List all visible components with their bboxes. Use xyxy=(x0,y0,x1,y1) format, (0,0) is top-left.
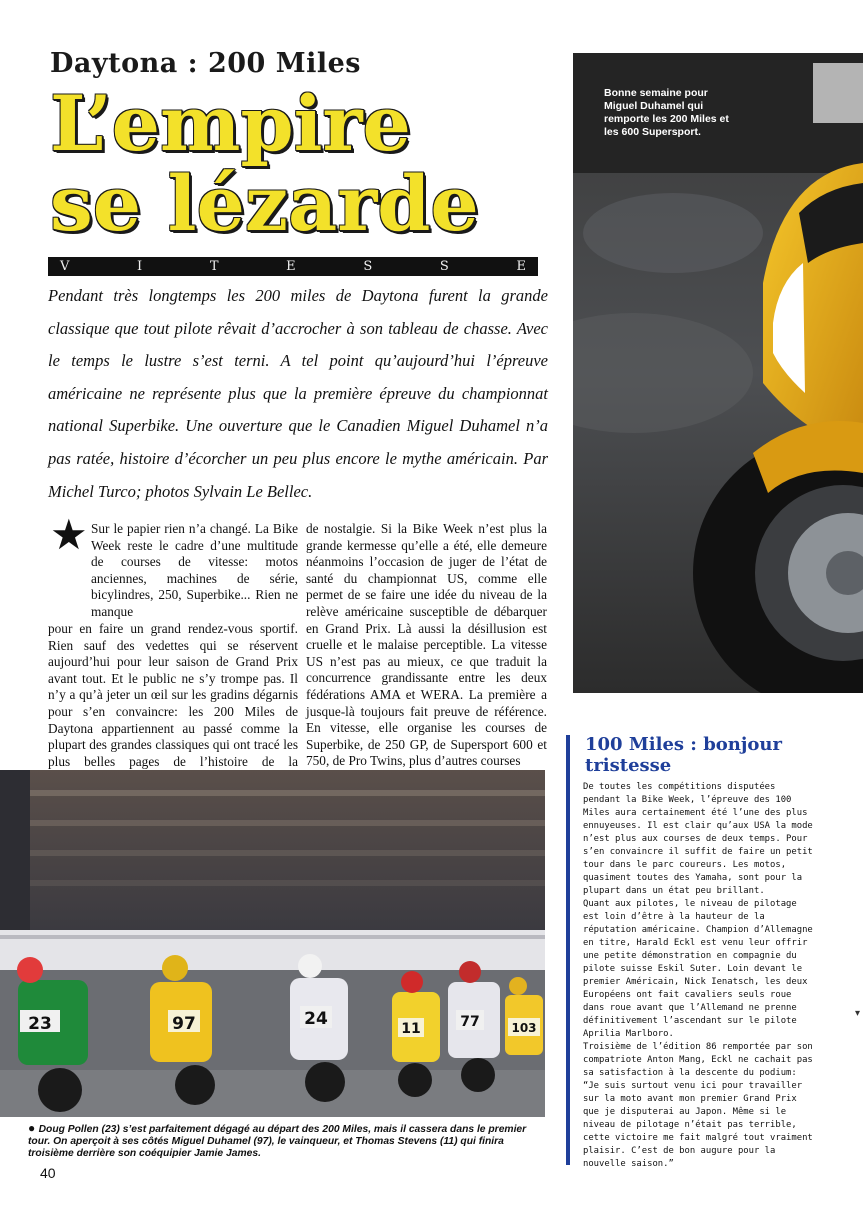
bike-number-103: 103 xyxy=(511,1021,537,1035)
article-kicker: Daytona : 200 Miles xyxy=(50,48,362,79)
bike-number-11: 11 xyxy=(401,1021,421,1037)
page-edge-mark: ▾ xyxy=(855,1008,861,1019)
sidebar-accent-bar xyxy=(566,735,570,1165)
sidebar-paragraph: De toutes les compétitions disputées pendant la Bike Week, l’épreuve des 100 Miles aura certainement été l’une des plus ennuyeuses. Il est clair qu’aux USA la mode n’est plus aux courses de deux temps. Pour s’en convaincre il suffit de faire un petit tour dans le parc coureurs. Les motos, quasiment toutes des Yamaha, sont pour la plupart dans un état peu brillant. xyxy=(583,782,813,896)
article-title-line-2: se lézarde xyxy=(50,159,479,248)
race-photo-caption xyxy=(28,1122,543,1160)
star-icon: ★ xyxy=(50,510,88,559)
page-number: 40 xyxy=(40,1165,56,1181)
article-column-1-rest: pour en faire un grand rendez-vous sportif. Rien sauf des vedettes qui se réservent aujourd’hui pour leur saison de Grand Prix avant tout. Et le public ne s’y trompe pas. Il n’y a qu’à jeter un œil sur les gradins dégarnis pour s’en convaincre: les 200 Miles de Daytona appartiennent au passé comme la plupart des grandes classiques qui ont tracé les plus belles pages de l’histoire de la xyxy=(48,621,298,769)
rubric-letter: S xyxy=(363,259,373,274)
sidebar-paragraph: Quant aux pilotes, le niveau de pilotage est loin d’être à la hauteur de la réputation américaine. Champion d’Allemagne en titre, Harald Eckl est venu leur offrir une petite démonstration en compagnie du pilote suisse Eskil Suter. Loin devant le premier Américain, Nick Ienatsch, les deux Européens ont fait cavaliers seuls roue dans roue avant que l’Allemand ne prenne définitivement l’ascendant sur le pilote Aprilia Marlboro. xyxy=(583,899,813,1039)
rubric-letter: I xyxy=(137,259,143,274)
bike-number-97: 97 xyxy=(172,1014,196,1034)
rubric-letter: S xyxy=(439,259,449,274)
sidebar-body xyxy=(583,781,813,1171)
bike-number-23: 23 xyxy=(28,1014,52,1034)
rubric-letter: E xyxy=(286,259,296,274)
duhamel-photo-illustration xyxy=(573,53,863,693)
section-rubric-bar xyxy=(48,257,538,276)
rubric-letter: V xyxy=(60,259,70,274)
photo-top-caption: Bonne semaine pour Miguel Duhamel qui remporte les 200 Miles et les 600 Supersport. xyxy=(604,87,729,138)
sidebar-title: 100 Miles : bonjour tristesse xyxy=(585,734,782,776)
bike-number-24: 24 xyxy=(304,1009,328,1029)
race-photo-caption-text: Doug Pollen (23) s’est parfaitement dégagé au départ des 200 Miles, mais il cassera dans le premier tour. On aperçoit à ses côtés Miguel Duhamel (97), le vainqueur, et Thomas Stevens (11) qui finira troisième derrière son coéquipier Jamie James. xyxy=(28,1124,527,1159)
rubric-letter: E xyxy=(516,259,526,274)
bike-number-77: 77 xyxy=(460,1014,480,1030)
article-column-2: de nostalgie. Si la Bike Week n’est plus la grande kermesse qu’elle a été, elle demeure néanmoins l’occasion de juger de l’état de santé du championnat US, comme elle permet de se faire une idée du niveau de la relève américaine susceptible de débarquer en Grand Prix. Là aussi la désillusion est cruelle et le malaise perceptible. La vitesse US n’est pas au mieux, ce que traduit la concurrence grandissante entre les deux fédérations AMA et WERA. La première a jusque-là toujours fait preuve de référence. En vitesse, elle organise les courses de Superbike, de 250 GP, de Supersport 600 et 750, de Pro Twins, plus d’autres courses xyxy=(306,521,547,769)
sidebar-paragraph: Troisième de l’édition 86 remportée par son compatriote Anton Mang, Eckl ne cachait pas sa satisfaction à la descente du podium: “Je suis surtout venu ici pour travailler sur la moto avant mon premier Grand Prix que je disputerai au Japon. Même si le niveau de pilotage n’était pas terrible, cette victoire me fait malgré tout vraiment plaisir. C’est de bon augure pour la nouvelle saison.” xyxy=(583,1042,813,1169)
duhamel-photo xyxy=(573,53,863,693)
rubric-letter: T xyxy=(209,259,219,274)
article-title-line-1: L’empire xyxy=(50,79,411,168)
caption-bullet-icon: ● xyxy=(28,1121,39,1135)
race-start-photo xyxy=(0,770,545,1117)
article-column-1-start: Sur le papier rien n’a changé. La Bike Week reste le cadre d’une multitude de courses de vitesse: motos anciennes, machines de série, bicylindres, 250, Superbike... Rien ne manque xyxy=(91,521,298,619)
article-lead: Pendant très longtemps les 200 miles de Daytona furent la grande classique que tout pilote rêvait d’accrocher à son tableau de chasse. Avec le temps le lustre s’est terni. A tel point qu’aujourd’hui l’épreuve américaine ne représente plus que la première épreuve du championnat national Superbike. Une ouverture que le Canadien Miguel Duhamel n’a pas ratée, histoire d’écorcher un peu plus encore le mythe américain. Par Michel Turco; photos Sylvain Le Bellec. xyxy=(48,286,548,501)
race-start-illustration xyxy=(0,770,545,1117)
